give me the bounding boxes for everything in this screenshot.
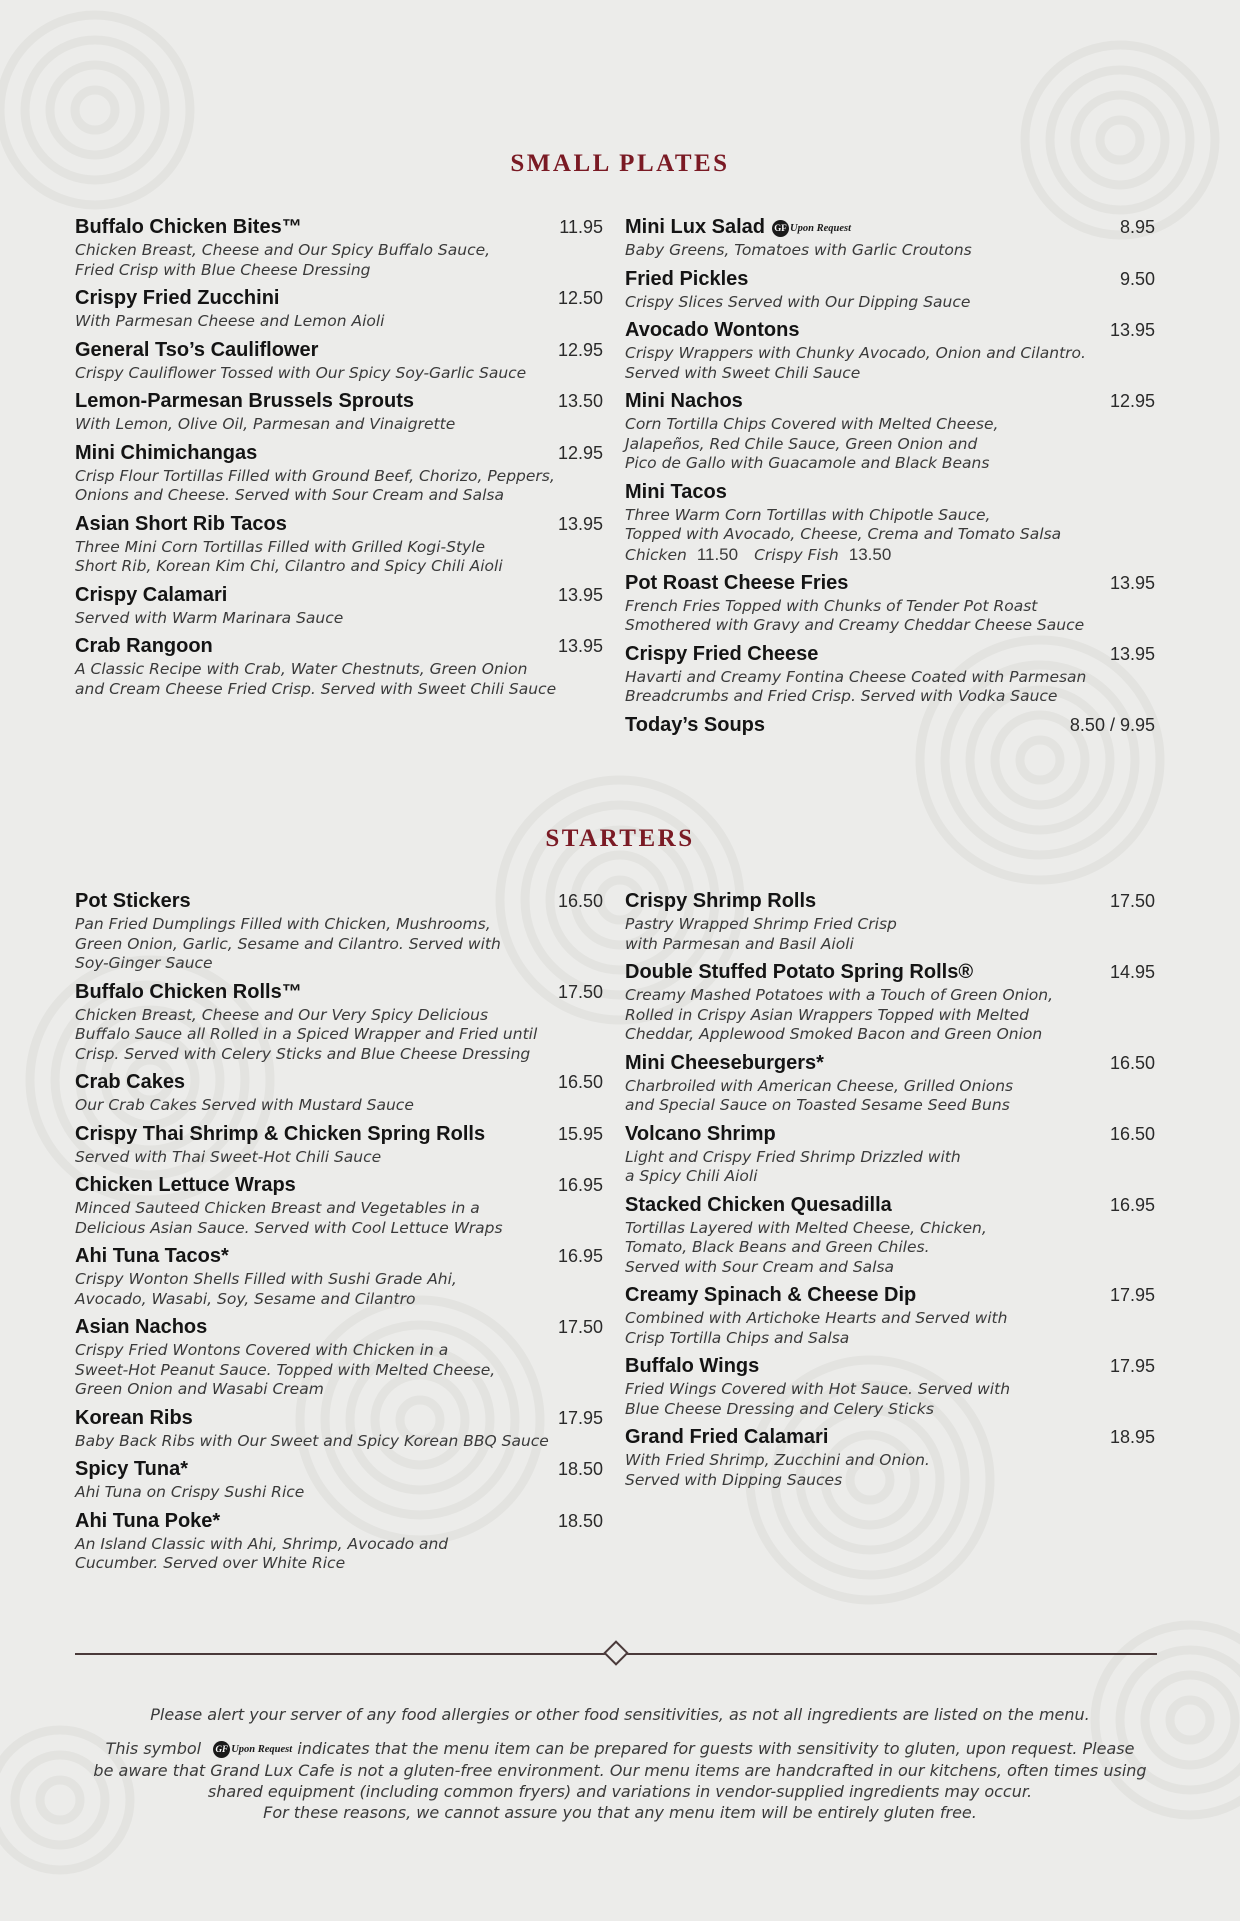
menu-item — [75, 1510, 603, 1574]
menu-item-description-line: Served with Dipping Sauces — [625, 1470, 843, 1489]
menu-item-description-line: Pastry Wrapped Shrimp Fried Crisp — [625, 915, 897, 933]
menu-item-description — [75, 415, 603, 435]
menu-item-name: Crab Cakes — [75, 1071, 186, 1093]
menu-item-description — [75, 241, 603, 280]
menu-item-description-line: Tomato, Black Beans and Green Chiles. — [625, 1238, 930, 1256]
menu-item-price: 17.50 — [1109, 891, 1155, 911]
menu-item-name: Crispy Calamari — [75, 583, 228, 606]
menu-item-description-line: Rolled in Crispy Asian Wrappers Topped with Melted — [625, 1005, 1029, 1024]
menu-item — [75, 513, 603, 577]
menu-item-description-line: Served with Sour Cream and Salsa — [625, 1257, 895, 1276]
menu-item-header — [625, 1123, 1155, 1146]
menu-item-description-line: Pico de Gallo with Guacamole and Black Beans — [625, 454, 990, 472]
option-price: 13.50 — [848, 544, 892, 564]
menu-item-title — [75, 287, 279, 310]
menu-item-description-line: Fried Wings Covered with Hot Sauce. Served with — [625, 1380, 1011, 1398]
menu-item-description-line: Avocado, Wasabi, Soy, Sesame and Cilantro — [75, 1289, 416, 1308]
menu-item — [75, 442, 603, 506]
menu-item-title — [75, 584, 227, 607]
small-plates-left-column — [75, 216, 603, 706]
menu-item-description — [625, 1219, 1155, 1278]
menu-item-title — [625, 216, 851, 239]
menu-item-header — [625, 714, 1155, 737]
menu-item-title — [625, 961, 973, 984]
menu-item-name: Buffalo Wings — [625, 1355, 760, 1377]
menu-item-description-line: Cucumber. Served over White Rice — [75, 1554, 346, 1572]
gf-symbol: GF — [772, 220, 789, 237]
menu-item-header — [75, 981, 603, 1004]
menu-item — [625, 216, 1155, 261]
menu-item-description-line: Pan Fried Dumplings Filled with Chicken, Mushrooms, — [75, 915, 491, 933]
menu-item-description-line: French Fries Topped with Chunks of Tender Pot Roast — [625, 596, 1038, 615]
menu-item-header — [625, 319, 1155, 342]
menu-item-description — [625, 597, 1155, 636]
menu-item — [75, 1407, 603, 1452]
menu-item-description — [75, 1341, 603, 1400]
menu-item — [625, 961, 1155, 1045]
menu-item-description — [625, 344, 1155, 383]
menu-item — [75, 635, 603, 699]
menu-item-header — [75, 1316, 603, 1339]
menu-item-header — [625, 1052, 1155, 1075]
menu-item-description — [75, 538, 603, 577]
gf-note-line: For these reasons, we cannot assure you that any menu item will be entirely gluten free. — [263, 1803, 977, 1822]
menu-item-name: Creamy Spinach & Cheese Dip — [625, 1284, 917, 1306]
menu-item-title — [625, 481, 727, 504]
menu-item-header — [75, 216, 603, 239]
menu-item-description — [75, 1483, 603, 1503]
menu-item-header — [75, 635, 603, 658]
menu-item-name: Crispy Thai Shrimp & Chicken Spring Rolls — [75, 1122, 486, 1145]
menu-item-title — [75, 1123, 485, 1146]
menu-item-title — [75, 442, 257, 465]
menu-item-price: 13.95 — [557, 584, 603, 605]
menu-item-price: 8.95 — [1119, 217, 1155, 237]
section-title-small-plates: SMALL PLATES — [510, 150, 730, 177]
menu-item — [625, 1355, 1155, 1419]
option-price: 11.50 — [696, 544, 739, 564]
section-title-starters: STARTERS — [545, 825, 695, 852]
menu-item — [625, 572, 1155, 636]
menu-item-description-line: Delicious Asian Sauce. Served with Cool Lettuce Wraps — [75, 1218, 503, 1237]
menu-item-header — [75, 1174, 603, 1197]
menu-item-name: Asian Nachos — [75, 1316, 208, 1338]
menu-item-title — [625, 890, 816, 913]
menu-item-name: Avocado Wontons — [625, 319, 800, 341]
menu-item-title — [625, 1284, 916, 1307]
menu-item-header — [75, 390, 603, 413]
menu-item-name: Korean Ribs — [75, 1406, 193, 1429]
menu-item-name: Double Stuffed Potato Spring Rolls® — [625, 961, 974, 983]
menu-item-title — [75, 513, 287, 536]
menu-item-price: 16.50 — [1109, 1052, 1155, 1073]
menu-item — [625, 1123, 1155, 1187]
menu-item-header — [75, 287, 603, 310]
menu-item-description — [75, 660, 603, 699]
menu-item-description-line: Crisp. Served with Celery Sticks and Blue Cheese Dressing — [75, 1044, 531, 1063]
menu-item-description — [75, 609, 603, 629]
menu-item-description-line: Creamy Mashed Potatoes with a Touch of Green Onion, — [625, 986, 1054, 1004]
menu-item-price: 11.95 — [559, 217, 603, 237]
menu-item-header — [75, 1245, 603, 1268]
menu-item-price: 12.50 — [557, 288, 603, 308]
menu-item-title — [75, 890, 191, 913]
menu-item-name: Pot Stickers — [75, 890, 191, 912]
menu-item-price: 16.50 — [557, 891, 603, 911]
menu-item — [75, 1174, 603, 1238]
menu-item-title — [75, 339, 318, 362]
menu-item-name: Pot Roast Cheese Fries — [625, 571, 849, 594]
menu-item-description — [75, 312, 603, 332]
menu-item-header — [625, 961, 1155, 984]
menu-item-title — [75, 1174, 296, 1197]
menu-item — [75, 1316, 603, 1400]
menu-item-description-line: Blue Cheese Dressing and Celery Sticks — [625, 1399, 934, 1418]
menu-item-description-line: Baby Greens, Tomatoes with Garlic Croutons — [625, 241, 972, 259]
menu-item-description-line: Smothered with Gravy and Creamy Cheddar Cheese Sauce — [625, 616, 1085, 634]
menu-item-name: Ahi Tuna Poke* — [75, 1509, 221, 1532]
menu-item-title — [75, 635, 213, 658]
menu-item-header — [625, 1355, 1155, 1378]
menu-item-name: Mini Tacos — [625, 480, 727, 503]
menu-item-description-line: a Spicy Chili Aioli — [625, 1167, 758, 1185]
menu-item-header — [75, 442, 603, 465]
menu-item-title — [75, 1510, 220, 1533]
menu-item-description-line: Tortillas Layered with Melted Cheese, Chicken, — [625, 1218, 987, 1237]
menu-item — [625, 714, 1155, 737]
menu-item-description-line: A Classic Recipe with Crab, Water Chestnuts, Green Onion — [75, 660, 528, 678]
diamond-icon — [603, 1640, 628, 1665]
menu-item-header — [625, 1284, 1155, 1307]
menu-item-price: 8.50 / 9.95 — [1069, 714, 1155, 735]
menu-item-description-line: Fried Crisp with Blue Cheese Dressing — [75, 260, 371, 279]
menu-item-description — [625, 415, 1155, 474]
menu-item-description-line: Ahi Tuna on Crispy Sushi Rice — [75, 1483, 305, 1501]
menu-item-header — [625, 1194, 1155, 1217]
menu-item-title — [625, 1426, 828, 1449]
menu-item-description-line: With Parmesan Cheese and Lemon Aioli — [75, 312, 385, 330]
menu-item-price: 12.95 — [1109, 391, 1155, 411]
menu-item-title — [75, 1407, 193, 1430]
menu-item-title — [625, 643, 818, 666]
gf-upon-request-label: Upon Request — [231, 1744, 293, 1755]
menu-item-price: 18.50 — [557, 1510, 603, 1531]
menu-item-header — [75, 1458, 603, 1481]
menu-item-price: 17.50 — [557, 981, 603, 1002]
menu-item-name: Crab Rangoon — [75, 635, 213, 657]
menu-item-description-line: Crisp Tortilla Chips and Salsa — [625, 1328, 850, 1347]
menu-item-price: 12.95 — [557, 339, 603, 360]
menu-item-description-line: Light and Crispy Fried Shrimp Drizzled with — [625, 1147, 961, 1166]
gf-note-pre: This symbol — [105, 1739, 202, 1758]
menu-item-description-line: Crispy Fried Wontons Covered with Chicken in a — [75, 1341, 449, 1359]
menu-item — [625, 643, 1155, 707]
menu-item-header — [625, 390, 1155, 413]
menu-item-description — [625, 241, 1155, 261]
menu-item-title — [75, 1316, 207, 1339]
menu-item — [75, 390, 603, 435]
menu-item-header — [75, 584, 603, 607]
menu-item-title — [75, 216, 302, 239]
menu-item-header — [75, 339, 603, 362]
menu-item — [625, 1284, 1155, 1348]
menu-item-title — [625, 319, 799, 342]
menu-item-description — [625, 1451, 1155, 1490]
menu-item-description — [75, 1432, 603, 1452]
menu-item-header — [75, 890, 603, 913]
menu-item-title — [625, 1052, 824, 1075]
menu-item-name: Lemon-Parmesan Brussels Sprouts — [75, 390, 414, 412]
menu-item-description — [625, 915, 1155, 954]
menu-item-description-line: Served with Sweet Chili Sauce — [625, 363, 861, 382]
menu-item-title — [625, 1123, 776, 1146]
menu-item-price: 18.50 — [557, 1459, 603, 1479]
menu-item-name: Fried Pickles — [625, 267, 749, 290]
menu-item-description — [75, 1199, 603, 1238]
menu-item-description-line: Cheddar, Applewood Smoked Bacon and Green Onion — [625, 1025, 1043, 1043]
menu-item-description — [625, 668, 1155, 707]
menu-item-description-line: and Special Sauce on Toasted Sesame Seed Buns — [625, 1096, 1010, 1114]
menu-item-price: 16.50 — [1109, 1123, 1155, 1144]
menu-item-price: 13.95 — [1109, 572, 1155, 593]
menu-item-price: 13.50 — [557, 391, 603, 411]
menu-item-description — [75, 364, 603, 384]
menu-item-price: 12.95 — [557, 442, 603, 463]
menu-item-title — [75, 1245, 229, 1268]
menu-item-description-line: and Cream Cheese Fried Crisp. Served with Sweet Chili Sauce — [75, 679, 557, 698]
menu-item-name: Stacked Chicken Quesadilla — [625, 1193, 892, 1216]
menu-item-title — [625, 1355, 759, 1378]
menu-item-title — [75, 390, 414, 413]
menu-item-name: Mini Lux Salad — [625, 216, 766, 238]
menu-item — [75, 981, 603, 1065]
menu-item-header — [75, 513, 603, 536]
menu-item-description — [75, 1535, 603, 1574]
menu-item-description — [625, 1148, 1155, 1187]
menu-item-header — [75, 1407, 603, 1430]
menu-item-price: 18.95 — [1109, 1427, 1155, 1447]
menu-item-name: Grand Fried Calamari — [625, 1426, 829, 1448]
menu-item-title — [625, 714, 765, 737]
menu-item-header — [625, 890, 1155, 913]
gluten-free-note — [60, 1738, 1180, 1823]
menu-item-header — [625, 572, 1155, 595]
menu-item-description — [625, 1380, 1155, 1419]
menu-item-description-line: Minced Sauteed Chicken Breast and Vegetables in a — [75, 1199, 480, 1217]
menu-item-description-line: Green Onion and Wasabi Cream — [75, 1380, 324, 1398]
menu-item-title — [625, 390, 743, 413]
menu-item-description-line: Crisp Flour Tortillas Filled with Ground Beef, Chorizo, Peppers, — [75, 466, 555, 485]
menu-item-name: Volcano Shrimp — [625, 1122, 776, 1145]
menu-item-description-line: Onions and Cheese. Served with Sour Cream and Salsa — [75, 486, 504, 504]
menu-item — [625, 890, 1155, 954]
menu-item-price: 9.50 — [1119, 268, 1155, 289]
menu-item-name: Crispy Shrimp Rolls — [625, 890, 817, 912]
menu-item-description-line: Breadcrumbs and Fried Crisp. Served with Vodka Sauce — [625, 687, 1058, 705]
menu-item-name: Crispy Fried Cheese — [625, 642, 819, 665]
menu-item-header — [75, 1510, 603, 1533]
menu-item-description-line: Our Crab Cakes Served with Mustard Sauce — [75, 1096, 414, 1114]
menu-item-name: Spicy Tuna* — [75, 1458, 188, 1480]
menu-item-description-line: Soy-Ginger Sauce — [75, 954, 213, 972]
gf-upon-request-label: Upon Request — [790, 223, 851, 235]
menu-item-price: 17.95 — [1109, 1285, 1155, 1305]
menu-item-header — [625, 268, 1155, 291]
menu-item-description — [75, 915, 603, 974]
menu-item-description-line: Green Onion, Garlic, Sesame and Cilantro. Served with — [75, 934, 501, 953]
menu-item-name: Today’s Soups — [625, 713, 766, 736]
menu-item-description — [625, 506, 1155, 545]
menu-item-description-line: Sweet-Hot Peanut Sauce. Topped with Melted Cheese, — [75, 1360, 496, 1379]
menu-item-price: 16.95 — [1109, 1194, 1155, 1215]
menu-item — [625, 319, 1155, 383]
menu-item-name: Crispy Fried Zucchini — [75, 287, 280, 309]
menu-item-description-line: with Parmesan and Basil Aioli — [625, 934, 854, 953]
menu-item-header — [75, 1071, 603, 1094]
menu-item-description — [625, 986, 1155, 1045]
menu-item — [75, 339, 603, 384]
menu-item-description — [625, 1309, 1155, 1348]
menu-item-header — [625, 481, 1155, 504]
menu-item — [75, 1245, 603, 1309]
menu-item — [625, 481, 1155, 565]
menu-item-price: 15.95 — [557, 1123, 603, 1144]
menu-item-title — [625, 1194, 892, 1217]
menu-item — [75, 890, 603, 974]
menu-item — [75, 216, 603, 280]
gf-icon — [213, 1739, 292, 1760]
menu-item-description — [625, 293, 1155, 313]
menu-item-header — [75, 1123, 603, 1146]
menu-item-price: 16.95 — [557, 1246, 603, 1266]
menu-item-name: Buffalo Chicken Rolls™ — [75, 980, 302, 1003]
menu-item-description-line: With Fried Shrimp, Zucchini and Onion. — [625, 1451, 930, 1469]
menu-item-description — [75, 1148, 603, 1168]
menu-item — [75, 1123, 603, 1168]
menu-item-description-line: An Island Classic with Ahi, Shrimp, Avocado and — [75, 1534, 449, 1553]
menu-item-description-line: Havarti and Creamy Fontina Cheese Coated with Parmesan — [625, 667, 1087, 686]
menu-item-price: 17.95 — [1109, 1356, 1155, 1376]
menu-item-description-line: With Lemon, Olive Oil, Parmesan and Vinaigrette — [75, 415, 456, 433]
menu-item-name: General Tso’s Cauliflower — [75, 338, 319, 361]
menu-item-header — [625, 216, 1155, 239]
menu-item-name: Ahi Tuna Tacos* — [75, 1245, 229, 1267]
menu-item-description-line: Combined with Artichoke Hearts and Served with — [625, 1309, 1008, 1327]
starters-right-column — [625, 890, 1155, 1497]
menu-item-description — [625, 1077, 1155, 1116]
menu-item-price: 13.95 — [557, 513, 603, 534]
menu-item-description-line: Three Warm Corn Tortillas with Chipotle Sauce, — [625, 505, 991, 524]
menu-item-name: Mini Nachos — [625, 390, 743, 412]
menu-item-price: 14.95 — [1109, 962, 1155, 982]
gf-note-line: shared equipment (including common fryers) and variations in vendor-supplied ingredients may occur. — [207, 1782, 1033, 1801]
allergy-note-text: Please alert your server of any food allergies or other food sensitivities, as not all ingredients are listed on the menu. — [150, 1705, 1090, 1724]
menu-item-description-line: Chicken Breast, Cheese and Our Spicy Buffalo Sauce, — [75, 241, 491, 259]
menu-item — [625, 1194, 1155, 1278]
menu-item-description-line: Short Rib, Korean Kim Chi, Cilantro and Spicy Chili Aioli — [75, 557, 503, 575]
menu-item-title — [75, 981, 302, 1004]
menu-item-header — [625, 643, 1155, 666]
menu-item-price: 13.95 — [557, 636, 603, 656]
menu-item-options — [625, 545, 1155, 565]
option-label: Crispy Fish — [754, 545, 839, 564]
menu-item — [625, 268, 1155, 313]
small-plates-right-column — [625, 216, 1155, 744]
menu-item-description-line: Served with Thai Sweet-Hot Chili Sauce — [75, 1147, 382, 1166]
menu-item-description-line: Chicken Breast, Cheese and Our Very Spicy Delicious — [75, 1005, 489, 1024]
menu-item-name: Chicken Lettuce Wraps — [75, 1174, 296, 1196]
gf-symbol: GF — [213, 1741, 230, 1758]
menu-item-description — [75, 1096, 603, 1116]
menu-item-description-line: Three Mini Corn Tortillas Filled with Grilled Kogi-Style — [75, 537, 486, 556]
menu-item-description-line: Crispy Wrappers with Chunky Avocado, Onion and Cilantro. — [625, 344, 1086, 362]
menu-item-header — [625, 1426, 1155, 1449]
menu-item-price: 17.50 — [557, 1317, 603, 1337]
menu-item-description — [75, 1006, 603, 1065]
menu-item — [625, 1426, 1155, 1490]
gf-note-line: be aware that Grand Lux Cafe is not a gluten-free environment. Our menu items are handcrafted in our kitchens, often times using — [93, 1761, 1147, 1780]
gf-icon — [772, 220, 851, 237]
menu-item-description-line: Crispy Cauliflower Tossed with Our Spicy Soy-Garlic Sauce — [75, 363, 527, 382]
menu-item — [75, 287, 603, 332]
menu-item-description — [75, 467, 603, 506]
menu-item-price: 16.95 — [557, 1175, 603, 1195]
menu-item-title — [625, 268, 748, 291]
menu-item — [75, 1458, 603, 1503]
menu-item — [75, 584, 603, 629]
menu-item-title — [625, 572, 848, 595]
menu-item — [75, 1071, 603, 1116]
menu-item-description-line: Topped with Avocado, Cheese, Crema and Tomato Salsa — [625, 525, 1062, 543]
menu-item-price: 13.95 — [1109, 643, 1155, 664]
menu-item-description-line: Buffalo Sauce all Rolled in a Spiced Wrapper and Fried until — [75, 1025, 538, 1043]
menu-item-description-line: Charbroiled with American Cheese, Grilled Onions — [625, 1076, 1014, 1095]
menu-item-name: Buffalo Chicken Bites™ — [75, 216, 302, 238]
starters-left-column — [75, 890, 603, 1581]
menu-item-description-line: Served with Warm Marinara Sauce — [75, 608, 344, 627]
menu-item — [625, 390, 1155, 474]
menu-item-description-line: Crispy Wonton Shells Filled with Sushi Grade Ahi, — [75, 1270, 457, 1288]
menu-item-price: 17.95 — [557, 1407, 603, 1428]
option-label: Chicken — [625, 545, 687, 564]
menu-item-price: 13.95 — [1109, 320, 1155, 340]
menu-item-price: 16.50 — [557, 1072, 603, 1092]
menu-item-description-line: Crispy Slices Served with Our Dipping Sauce — [625, 292, 971, 311]
gf-note-line-1 — [60, 1738, 1180, 1760]
menu-item-name: Mini Cheeseburgers* — [625, 1051, 824, 1074]
menu-item-name: Mini Chimichangas — [75, 441, 258, 464]
menu-item-title — [75, 1458, 188, 1481]
menu-item-description-line: Jalapeños, Red Chile Sauce, Green Onion and — [625, 434, 978, 453]
menu-item — [625, 1052, 1155, 1116]
allergy-note — [60, 1704, 1180, 1725]
gf-note-post: indicates that the menu item can be prepared for guests with sensitivity to gluten, upon request. Please — [297, 1739, 1135, 1758]
menu-item-description-line: Baby Back Ribs with Our Sweet and Spicy Korean BBQ Sauce — [75, 1431, 549, 1450]
menu-item-description-line: Corn Tortilla Chips Covered with Melted Cheese, — [625, 415, 999, 433]
menu-item-title — [75, 1071, 185, 1094]
menu-item-name: Asian Short Rib Tacos — [75, 512, 287, 535]
menu-item-description — [75, 1270, 603, 1309]
